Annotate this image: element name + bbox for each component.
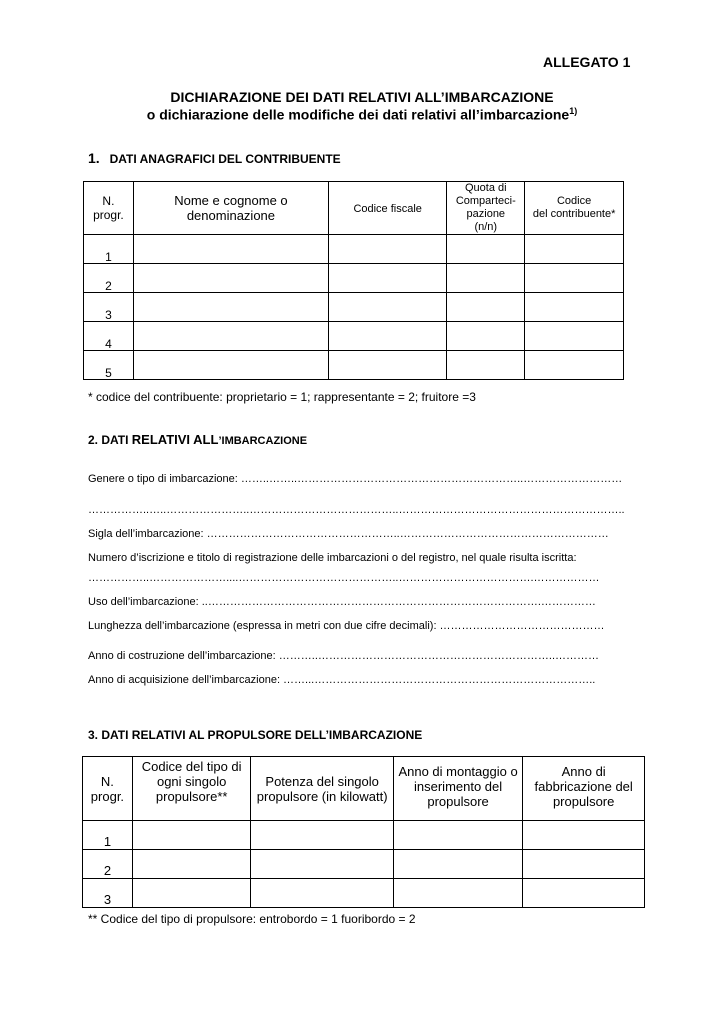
- table-row: [84, 235, 624, 264]
- name-cell[interactable]: [133, 351, 328, 380]
- row-number: 1: [84, 235, 134, 264]
- header-install-year: Anno di montaggio o inserimento del propulsore: [393, 757, 523, 821]
- engine-table-header: [83, 757, 645, 821]
- name-cell[interactable]: [133, 293, 328, 322]
- table-row: [83, 850, 645, 879]
- type-code-cell[interactable]: [132, 879, 251, 908]
- table-row: [83, 879, 645, 908]
- section1-heading: [88, 150, 341, 166]
- fiscal-code-cell[interactable]: [329, 293, 447, 322]
- header-engine-type-code: Codice del tipo di ogni singolo propulsore**: [132, 757, 251, 821]
- table-row: [84, 264, 624, 293]
- fiscal-code-cell[interactable]: [329, 235, 447, 264]
- row-number: 5: [84, 351, 134, 380]
- field-boat-code[interactable]: Sigla dell’imbarcazione: ……………………………………………..…………………………………………………: [88, 528, 609, 540]
- contributor-table: [83, 181, 624, 380]
- subtitle-text: o dichiarazione delle modifiche dei dati relativi all’imbarcazione: [146, 106, 570, 123]
- quota-cell[interactable]: [447, 235, 525, 264]
- table-row: [84, 351, 624, 380]
- table-row: [83, 821, 645, 850]
- field-boat-type[interactable]: Genere o tipo di imbarcazione: ……..……..……………………………………………………..………………………: [88, 473, 623, 485]
- install-year-cell[interactable]: [393, 850, 523, 879]
- table-row: [84, 322, 624, 351]
- table-row: [84, 293, 624, 322]
- fiscal-code-cell[interactable]: [329, 351, 447, 380]
- contributor-table-header: [84, 182, 624, 235]
- install-year-cell[interactable]: [393, 879, 523, 908]
- quota-cell[interactable]: [447, 351, 525, 380]
- engine-table: [82, 756, 645, 908]
- header-name: Nome e cognome o denominazione: [133, 182, 328, 235]
- power-cell[interactable]: [251, 821, 393, 850]
- row-number: 3: [84, 293, 134, 322]
- row-number: 2: [83, 850, 133, 879]
- row-number: 4: [84, 322, 134, 351]
- header-fiscal-code: Codice fiscale: [329, 182, 447, 235]
- header-manufacture-year: Anno di fabbricazione del propulsore: [523, 757, 645, 821]
- section2-title-b: RELATIVI ALL: [131, 432, 219, 447]
- code-cell[interactable]: [525, 322, 624, 351]
- annex-label: ALLEGATO 1: [543, 54, 631, 70]
- power-cell[interactable]: [251, 850, 393, 879]
- name-cell[interactable]: [133, 322, 328, 351]
- code-cell[interactable]: [525, 351, 624, 380]
- manufacture-year-cell[interactable]: [523, 821, 645, 850]
- header-engine-power: Potenza del singolo propulsore (in kilowatt): [251, 757, 393, 821]
- section1-number: 1.: [88, 150, 100, 166]
- field-construction-year[interactable]: Anno di costruzione dell’imbarcazione: ………..………………………………………………………..…………: [88, 650, 599, 662]
- document-subtitle: [0, 106, 724, 123]
- field-registration-label: Numero d’iscrizione e titolo di registrazione delle imbarcazioni o del registro, nel quale risulta iscritta:: [88, 552, 577, 564]
- name-cell[interactable]: [133, 235, 328, 264]
- section3-note: ** Codice del tipo di propulsore: entrobordo = 1 fuoribordo = 2: [88, 912, 416, 926]
- field-boat-use[interactable]: Uso dell’imbarcazione: ..……………………………………………………………………………….……………: [88, 596, 596, 608]
- header-progr: N. progr.: [84, 182, 134, 235]
- section2-heading: [88, 432, 307, 447]
- field-registration-value[interactable]: ……………..…………………....……………………………………..……………………………….………………: [88, 572, 600, 584]
- field-boat-length[interactable]: Lunghezza dell’imbarcazione (espressa in metri con due cifre decimali): ………………………………………: [88, 620, 605, 632]
- row-number: 3: [83, 879, 133, 908]
- manufacture-year-cell[interactable]: [523, 850, 645, 879]
- code-cell[interactable]: [525, 264, 624, 293]
- field-boat-type-continued[interactable]: ……………..…..…………………..…………………………………..……………………………………………………..: [88, 504, 625, 516]
- header-quota: Quota di Comparteci- pazione (n/n): [447, 182, 525, 235]
- code-cell[interactable]: [525, 293, 624, 322]
- quota-cell[interactable]: [447, 293, 525, 322]
- row-number: 1: [83, 821, 133, 850]
- header-contributor-code: Codice del contribuente*: [525, 182, 624, 235]
- section1-title: DATI ANAGRAFICI DEL CONTRIBUENTE: [109, 152, 341, 166]
- document-title: DICHIARAZIONE DEI DATI RELATIVI ALL’IMBARCAZIONE: [170, 89, 554, 105]
- name-cell[interactable]: [133, 264, 328, 293]
- power-cell[interactable]: [251, 879, 393, 908]
- subtitle-footnote: 1): [569, 106, 578, 116]
- quota-cell[interactable]: [447, 264, 525, 293]
- section1-note: * codice del contribuente: proprietario = 1; rappresentante = 2; fruitore =3: [88, 390, 476, 404]
- section3-heading: 3. DATI RELATIVI AL PROPULSORE DELL’IMBARCAZIONE: [88, 728, 423, 742]
- install-year-cell[interactable]: [393, 821, 523, 850]
- field-acquisition-year[interactable]: Anno di acquisizione dell’imbarcazione: ……...…………………………………………………………………..: [88, 674, 596, 686]
- section2-title-c: ’IMBARCAZIONE: [218, 435, 308, 447]
- type-code-cell[interactable]: [132, 850, 251, 879]
- section2-title-a: 2. DATI: [88, 433, 132, 447]
- quota-cell[interactable]: [447, 322, 525, 351]
- fiscal-code-cell[interactable]: [329, 322, 447, 351]
- manufacture-year-cell[interactable]: [523, 879, 645, 908]
- header-progr: N. progr.: [83, 757, 133, 821]
- row-number: 2: [84, 264, 134, 293]
- fiscal-code-cell[interactable]: [329, 264, 447, 293]
- code-cell[interactable]: [525, 235, 624, 264]
- type-code-cell[interactable]: [132, 821, 251, 850]
